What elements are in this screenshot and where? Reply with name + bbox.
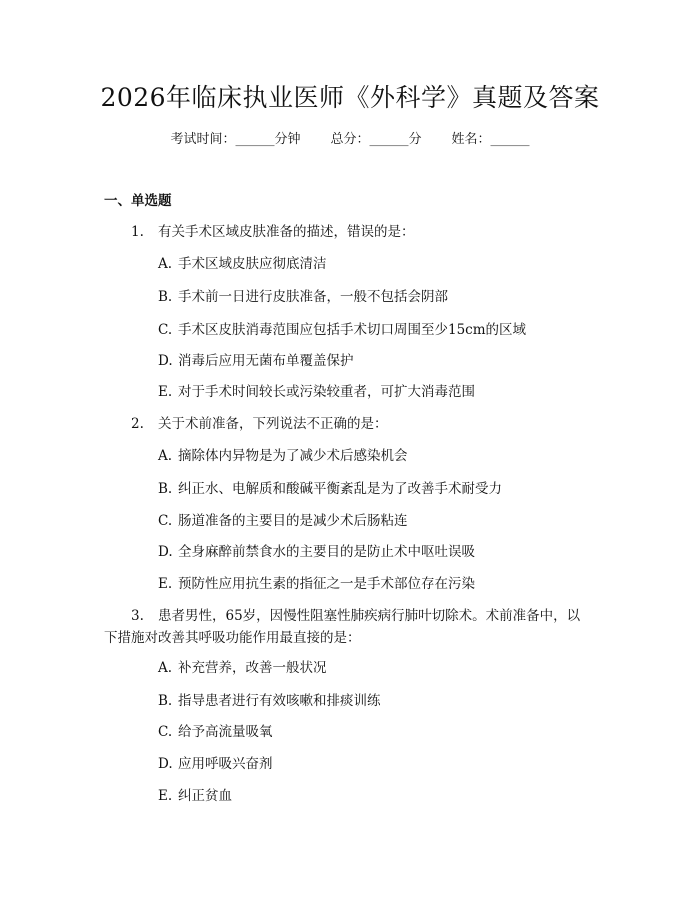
question-text-line1: 患者男性，65岁，因慢性阻塞性肺疾病行肺叶切除术。术前准备中，以 [158,608,581,624]
option-2b [158,478,502,500]
option-text: 全身麻醉前禁食水的主要目的是防止术中呕吐误吸 [178,544,475,560]
option-text: 应用呼吸兴奋剂 [178,756,273,772]
option-2d [158,541,475,563]
option-3d [158,753,273,775]
option-text: 摘除体内异物是为了减少术后感染机会 [178,448,408,464]
question-number: 1. [131,224,144,240]
option-text: 给予高流量吸氧 [178,724,273,740]
option-text: 肠道准备的主要目的是减少术后肠粘连 [178,513,408,529]
option-letter: D. [158,544,173,560]
exam-score: 总分：______分 [330,132,422,147]
question-2 [131,413,388,435]
option-text: 消毒后应用无菌布单覆盖保护 [178,353,354,369]
option-letter: C. [158,724,173,740]
section-heading: 一、单选题 [104,193,172,209]
option-2c [158,510,408,532]
option-letter: C. [158,513,173,529]
question-number: 2. [131,416,144,432]
option-letter: B. [158,481,173,497]
exam-meta [0,130,700,150]
option-text: 手术前一日进行皮肤准备，一般不包括会阴部 [178,289,448,305]
option-text: 纠正贫血 [178,788,232,804]
question-3 [131,605,580,627]
option-letter: E. [158,576,173,592]
option-letter: B. [158,289,173,305]
option-text: 手术区皮肤消毒范围应包括手术切口周围至少15cm的区域 [178,322,527,338]
question-text-line2: 下措施对改善其呼吸功能作用最直接的是： [104,630,361,646]
option-3a [158,657,327,679]
option-letter: A. [158,448,173,464]
option-letter: C. [158,322,173,338]
option-letter: A. [158,256,173,272]
option-letter: B. [158,693,173,709]
option-1d [158,350,354,372]
exam-time: 考试时间：______分钟 [170,132,301,147]
question-number: 3. [131,608,144,624]
option-text: 对于手术时间较长或污染较重者，可扩大消毒范围 [178,384,475,400]
option-2e [158,573,475,595]
option-text: 补充营养，改善一般状况 [178,660,327,676]
option-1e [158,381,475,403]
option-text: 预防性应用抗生素的指征之一是手术部位存在污染 [178,576,475,592]
question-text: 有关手术区域皮肤准备的描述，错误的是： [158,224,415,240]
option-letter: E. [158,384,173,400]
option-text: 纠正水、电解质和酸碱平衡紊乱是为了改善手术耐受力 [178,481,502,497]
option-text: 手术区域皮肤应彻底清洁 [178,256,327,272]
option-3c [158,721,273,743]
option-text: 指导患者进行有效咳嗽和排痰训练 [178,693,381,709]
question-text: 关于术前准备，下列说法不正确的是： [158,416,388,432]
option-2a [158,445,408,467]
option-1a [158,253,327,275]
option-letter: E. [158,788,173,804]
option-1b [158,286,448,308]
option-letter: A. [158,660,173,676]
question-3-continued [104,627,361,649]
page-title: 2026年临床执业医师《外科学》真题及答案 [100,83,600,112]
question-1 [131,221,415,243]
option-letter: D. [158,756,173,772]
option-letter: D. [158,353,173,369]
option-3b [158,690,381,712]
exam-name: 姓名：______ [451,132,530,147]
option-1c [158,319,526,341]
option-3e [158,785,232,807]
